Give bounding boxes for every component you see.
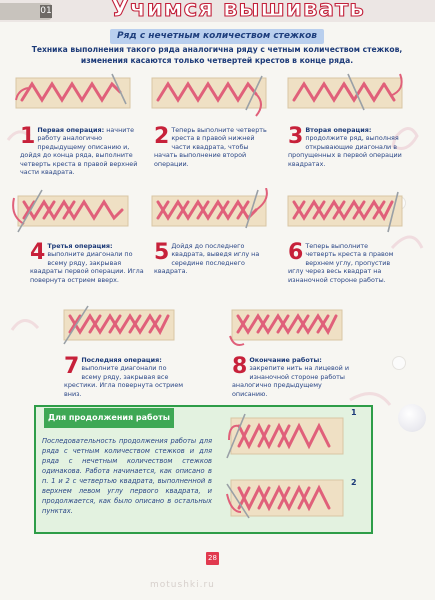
step-8-caption <box>232 356 354 398</box>
step-7-number: 7 <box>64 354 80 379</box>
continue-illustration-2-label: 2 <box>351 478 357 487</box>
step-4-caption <box>30 242 148 284</box>
step-5-number: 5 <box>154 240 170 265</box>
step-7-caption <box>64 356 188 398</box>
step-8-text: закрепите нить на лицевой и изнаночной стороне работы аналогично предыдущему описанию. <box>232 364 350 398</box>
continue-box-title: Для продолжения работы <box>44 408 174 428</box>
step-4-illustration <box>12 188 130 236</box>
step-1-number: 1 <box>20 124 36 149</box>
step-5-text: Дойдя до последнего квадрата, выведя иглу на середине последнего квадрата. <box>154 242 260 276</box>
step-2-illustration <box>150 70 268 118</box>
step-8-number: 8 <box>232 354 248 379</box>
step-6-number: 6 <box>288 240 304 265</box>
lightbulb-icon <box>398 404 426 432</box>
step-6-illustration <box>286 188 404 236</box>
step-7-illustration <box>58 302 176 350</box>
step-1-text: начните работу аналогично предыдущему описанию и, дойдя до конца ряда, выполните четверть креста в правой верхней части квадрата. <box>20 126 138 177</box>
intro-paragraph: Техника выполнения такого ряда аналогична ряду с четным количеством стежков, изменения касаются только четвертей крестов в конце ряда. <box>31 45 403 65</box>
continue-illustration-1-label: 1 <box>351 408 357 417</box>
step-4-text: выполните диагонали по всему ряду, закрывая квадраты первой операции. Игла повернута острием вверх. <box>30 250 144 284</box>
step-5-illustration <box>150 188 268 236</box>
step-6-text: Теперь выполните четверть креста в правом верхнем углу, пропустив иглу через весь квадрат на изнаночной стороне работы. <box>288 242 394 284</box>
page-title: Учимся вышивать <box>111 0 365 22</box>
step-8-heading: Окончание работы: <box>249 356 322 364</box>
binder-hole <box>392 356 406 370</box>
step-6-caption <box>288 242 398 284</box>
step-1-illustration <box>14 70 132 118</box>
step-1-caption <box>20 126 142 176</box>
watermark: motushki.ru <box>150 580 215 590</box>
step-2-caption <box>154 126 272 168</box>
step-4-number: 4 <box>30 240 46 265</box>
step-3-number: 3 <box>288 124 304 149</box>
step-7-text: выполните диагонали по всему ряду, закрывая все крестики. Игла повернута острием вниз. <box>64 364 184 398</box>
step-5-caption <box>154 242 270 276</box>
step-1-heading: Первая операция: <box>37 126 105 134</box>
continue-illustration-1 <box>225 412 351 462</box>
step-2-text: Теперь выполните четверть креста в правой нижней части квадрата, чтобы начать выполнение второй операции. <box>154 126 267 168</box>
section-tab-number: 01 <box>40 6 52 16</box>
step-3-text: продолжите ряд, выполняя открывающие диагонали в пропущенных в первой операции квадратах. <box>288 134 402 168</box>
step-8-illustration <box>226 302 344 350</box>
section-tab <box>0 3 52 20</box>
section-subtitle: Ряд с нечетным количеством стежков <box>110 29 324 44</box>
step-4-heading: Третья операция: <box>47 242 113 250</box>
page-number: 28 <box>206 552 219 565</box>
step-3-caption <box>288 126 408 168</box>
step-2-number: 2 <box>154 124 170 149</box>
continue-illustration-2 <box>225 474 351 524</box>
continue-box-text: Последовательность продолжения работы для ряда с четным количеством стежков и для ряда с нечетным количеством стежков одинакова. Работа начинается, как описано в п. 1 и 2 с четвертью квадрата, выполненной в верхнем левом углу первого квадрата, и продолжается, как было описано в остальных пунктах. <box>42 437 212 515</box>
step-3-heading: Вторая операция: <box>305 126 372 134</box>
step-3-illustration <box>286 70 404 118</box>
step-7-heading: Последняя операция: <box>81 356 162 364</box>
